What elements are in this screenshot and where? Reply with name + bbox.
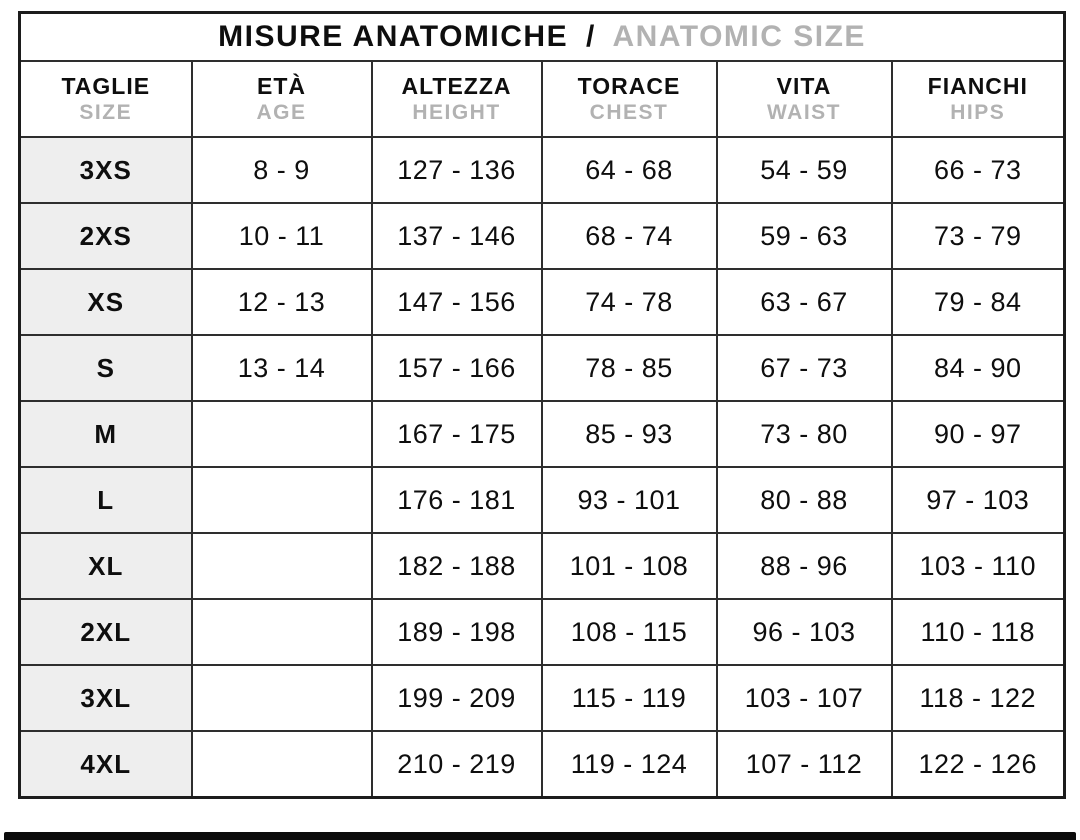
waist-cell: 73 - 80 [717,401,892,467]
column-header-altezza [372,61,542,137]
column-label-en: CHEST [589,101,669,125]
age-cell [192,599,372,665]
size-cell: S [20,335,192,401]
height-cell: 137 - 146 [372,203,542,269]
table-row [20,665,1065,731]
column-label-it: VITA [776,72,832,99]
column-label-en: WAIST [767,101,841,125]
age-cell: 10 - 11 [192,203,372,269]
hips-cell: 73 - 79 [892,203,1065,269]
height-cell: 167 - 175 [372,401,542,467]
table-row [20,731,1065,798]
size-chart-table [18,11,1066,799]
hips-cell: 90 - 97 [892,401,1065,467]
table-row [20,533,1065,599]
table-row [20,335,1065,401]
hips-cell: 66 - 73 [892,137,1065,203]
title-english: ANATOMIC SIZE [612,20,866,53]
hips-cell: 118 - 122 [892,665,1065,731]
size-cell: XS [20,269,192,335]
chest-cell: 119 - 124 [542,731,717,798]
hips-cell: 97 - 103 [892,467,1065,533]
column-label-en: HIPS [950,101,1006,125]
chest-cell: 101 - 108 [542,533,717,599]
chest-cell: 93 - 101 [542,467,717,533]
bottom-frame-edge [4,832,1076,840]
size-cell: XL [20,533,192,599]
waist-cell: 103 - 107 [717,665,892,731]
size-cell: 2XS [20,203,192,269]
chest-cell: 108 - 115 [542,599,717,665]
hips-cell: 110 - 118 [892,599,1065,665]
column-header-row [20,61,1065,137]
height-cell: 182 - 188 [372,533,542,599]
waist-cell: 59 - 63 [717,203,892,269]
age-cell [192,533,372,599]
column-label-en: SIZE [79,101,133,125]
table-title-row [20,13,1065,62]
chest-cell: 115 - 119 [542,665,717,731]
page-title [20,13,1065,62]
age-cell [192,665,372,731]
title-separator: / [585,20,596,53]
column-label-it: ALTEZZA [401,72,512,99]
chest-cell: 78 - 85 [542,335,717,401]
height-cell: 199 - 209 [372,665,542,731]
age-cell [192,401,372,467]
waist-cell: 107 - 112 [717,731,892,798]
waist-cell: 54 - 59 [717,137,892,203]
size-cell: 3XL [20,665,192,731]
size-cell: 3XS [20,137,192,203]
age-cell [192,731,372,798]
waist-cell: 80 - 88 [717,467,892,533]
chest-cell: 85 - 93 [542,401,717,467]
size-cell: 2XL [20,599,192,665]
hips-cell: 79 - 84 [892,269,1065,335]
table-row [20,137,1065,203]
column-header-taglie [20,61,192,137]
column-label-en: HEIGHT [412,101,501,125]
column-label-it: TORACE [577,72,681,99]
age-cell: 12 - 13 [192,269,372,335]
table-row [20,269,1065,335]
chest-cell: 64 - 68 [542,137,717,203]
column-label-it: FIANCHI [927,72,1028,99]
height-cell: 147 - 156 [372,269,542,335]
table-row [20,203,1065,269]
chest-cell: 68 - 74 [542,203,717,269]
age-cell [192,467,372,533]
age-cell: 13 - 14 [192,335,372,401]
table-row [20,599,1065,665]
height-cell: 210 - 219 [372,731,542,798]
height-cell: 176 - 181 [372,467,542,533]
column-header-eta [192,61,372,137]
waist-cell: 63 - 67 [717,269,892,335]
column-header-fianchi [892,61,1065,137]
age-cell: 8 - 9 [192,137,372,203]
chest-cell: 74 - 78 [542,269,717,335]
height-cell: 157 - 166 [372,335,542,401]
size-cell: 4XL [20,731,192,798]
column-label-it: TAGLIE [61,72,151,99]
title-italian: MISURE ANATOMICHE [218,20,569,53]
height-cell: 189 - 198 [372,599,542,665]
waist-cell: 96 - 103 [717,599,892,665]
column-label-en: AGE [256,101,307,125]
column-label-it: ETÀ [257,72,306,99]
size-cell: L [20,467,192,533]
hips-cell: 84 - 90 [892,335,1065,401]
column-header-torace [542,61,717,137]
size-cell: M [20,401,192,467]
table-row [20,467,1065,533]
height-cell: 127 - 136 [372,137,542,203]
hips-cell: 122 - 126 [892,731,1065,798]
waist-cell: 88 - 96 [717,533,892,599]
column-header-vita [717,61,892,137]
table-row [20,401,1065,467]
hips-cell: 103 - 110 [892,533,1065,599]
waist-cell: 67 - 73 [717,335,892,401]
